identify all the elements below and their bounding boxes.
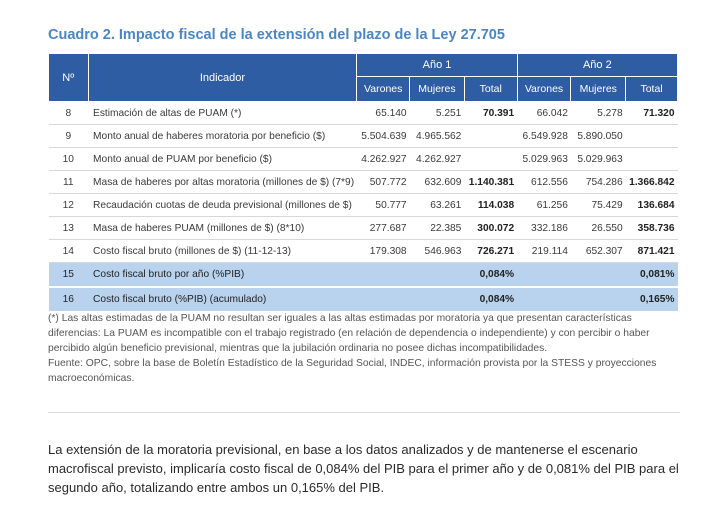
table-row (49, 125, 678, 148)
row-indicator: Costo fiscal bruto (%PIB) (acumulado) (88, 287, 357, 312)
footnote: (*) Las altas estimadas de la PUAM no resultan ser iguales a las altas estimadas por moratoria ya que presentan características diferencias: La PUAM es incompatible con el trabajo registrado (en relación de dependencia o independiente) y con percibir o haber percibido algún beneficio previsional, mientras que la jubilación ordinaria no posee dichas incompatibilidades. (48, 313, 650, 354)
table-notes (48, 311, 680, 386)
cell-y2-total (626, 148, 678, 171)
cell-y2-mujeres: 5.890.050 (571, 125, 626, 148)
cell-y1-total: 70.391 (464, 102, 517, 125)
row-number: 12 (49, 194, 89, 217)
cell-y2-mujeres: 75.429 (571, 194, 626, 217)
row-number: 15 (49, 263, 89, 288)
row-number: 13 (49, 217, 89, 240)
table-row (49, 240, 678, 263)
cell-y2-varones: 61.256 (517, 194, 571, 217)
cell-y1-mujeres: 5.251 (410, 102, 465, 125)
row-indicator: Recaudación cuotas de deuda previsional (millones de $) (88, 194, 357, 217)
cell-y1-varones: 65.140 (357, 102, 410, 125)
table-row (49, 102, 678, 125)
cell-y1-total: 1.140.381 (464, 171, 517, 194)
row-indicator: Monto anual de haberes moratoria por beneficio ($) (88, 125, 357, 148)
row-number: 10 (49, 148, 89, 171)
table-row (49, 217, 678, 240)
cell-y1-total: 726.271 (464, 240, 517, 263)
cell-y1-total: 300.072 (464, 217, 517, 240)
cell-y2-mujeres: 652.307 (571, 240, 626, 263)
cell-y2-total: 0,081% (517, 263, 677, 288)
cell-y2-total: 1.366.842 (626, 171, 678, 194)
cell-y1-mujeres: 22.385 (410, 217, 465, 240)
row-indicator: Monto anual de PUAM por beneficio ($) (88, 148, 357, 171)
col-header-year2: Año 2 (517, 54, 677, 77)
cell-y2-varones: 219.114 (517, 240, 571, 263)
table-title: Cuadro 2. Impacto fiscal de la extensión del plazo de la Ley 27.705 (48, 27, 505, 43)
cell-y1-mujeres: 4.965.562 (410, 125, 465, 148)
col-header-y2-mujeres: Mujeres (571, 77, 626, 102)
cell-y1-varones: 179.308 (357, 240, 410, 263)
cell-y1-total (464, 148, 517, 171)
row-number: 9 (49, 125, 89, 148)
cell-y2-mujeres: 26.550 (571, 217, 626, 240)
cell-y2-mujeres: 5.278 (571, 102, 626, 125)
row-indicator: Costo fiscal bruto (millones de $) (11-12-13) (88, 240, 357, 263)
cell-y2-varones: 6.549.928 (517, 125, 571, 148)
table-row (49, 194, 678, 217)
col-header-year1: Año 1 (357, 54, 517, 77)
cell-y1-varones: 5.504.639 (357, 125, 410, 148)
cell-y1-varones: 50.777 (357, 194, 410, 217)
cell-y1-mujeres: 4.262.927 (410, 148, 465, 171)
table-row (49, 148, 678, 171)
cell-y1-varones: 277.687 (357, 217, 410, 240)
row-number: 16 (49, 287, 89, 312)
cell-y2-total (626, 125, 678, 148)
cell-y2-total: 871.421 (626, 240, 678, 263)
row-number: 11 (49, 171, 89, 194)
cell-y1-total: 0,084% (357, 263, 517, 288)
row-number: 14 (49, 240, 89, 263)
divider (48, 412, 680, 413)
cell-y2-varones: 66.042 (517, 102, 571, 125)
row-indicator: Costo fiscal bruto por año (%PIB) (88, 263, 357, 288)
cell-y2-total: 0,165% (517, 287, 677, 312)
cell-y2-total: 136.684 (626, 194, 678, 217)
cell-y1-mujeres: 632.609 (410, 171, 465, 194)
body-paragraph: La extensión de la moratoria previsional, en base a los datos analizados y de mantenerse el escenario macrofiscal previsto, implicaría costo fiscal de 0,084% del PIB para el primer año y de 0,081% del PIB para el segundo año, totalizando entre ambos un 0,165% del PIB. (48, 442, 679, 495)
col-header-indicator: Indicador (88, 54, 357, 102)
cell-y1-varones: 4.262.927 (357, 148, 410, 171)
cell-y1-varones: 507.772 (357, 171, 410, 194)
cell-y2-varones: 332.186 (517, 217, 571, 240)
table-row-highlight (49, 263, 678, 288)
cell-y1-total: 0,084% (357, 287, 517, 312)
cell-y2-varones: 5.029.963 (517, 148, 571, 171)
row-indicator: Masa de haberes PUAM (millones de $) (8*10) (88, 217, 357, 240)
col-header-y1-mujeres: Mujeres (410, 77, 465, 102)
cell-y1-mujeres: 546.963 (410, 240, 465, 263)
source-note: Fuente: OPC, sobre la base de Boletín Estadístico de la Seguridad Social, INDEC, información provista por la STESS y proyecciones macroeconómicas. (48, 358, 657, 384)
cell-y2-total: 71.320 (626, 102, 678, 125)
cell-y2-mujeres: 5.029.963 (571, 148, 626, 171)
cell-y2-varones: 612.556 (517, 171, 571, 194)
row-number: 8 (49, 102, 89, 125)
table-row-highlight (49, 287, 678, 312)
row-indicator: Masa de haberes por altas moratoria (millones de $) (7*9) (88, 171, 357, 194)
col-header-number: Nº (49, 54, 89, 102)
col-header-y1-total: Total (464, 77, 517, 102)
cell-y2-total: 358.736 (626, 217, 678, 240)
table-row (49, 171, 678, 194)
cell-y2-mujeres: 754.286 (571, 171, 626, 194)
row-indicator: Estimación de altas de PUAM (*) (88, 102, 357, 125)
col-header-y1-varones: Varones (357, 77, 410, 102)
col-header-y2-total: Total (626, 77, 678, 102)
cell-y1-total: 114.038 (464, 194, 517, 217)
cell-y1-total (464, 125, 517, 148)
fiscal-impact-table (48, 53, 678, 313)
cell-y1-mujeres: 63.261 (410, 194, 465, 217)
col-header-y2-varones: Varones (517, 77, 571, 102)
